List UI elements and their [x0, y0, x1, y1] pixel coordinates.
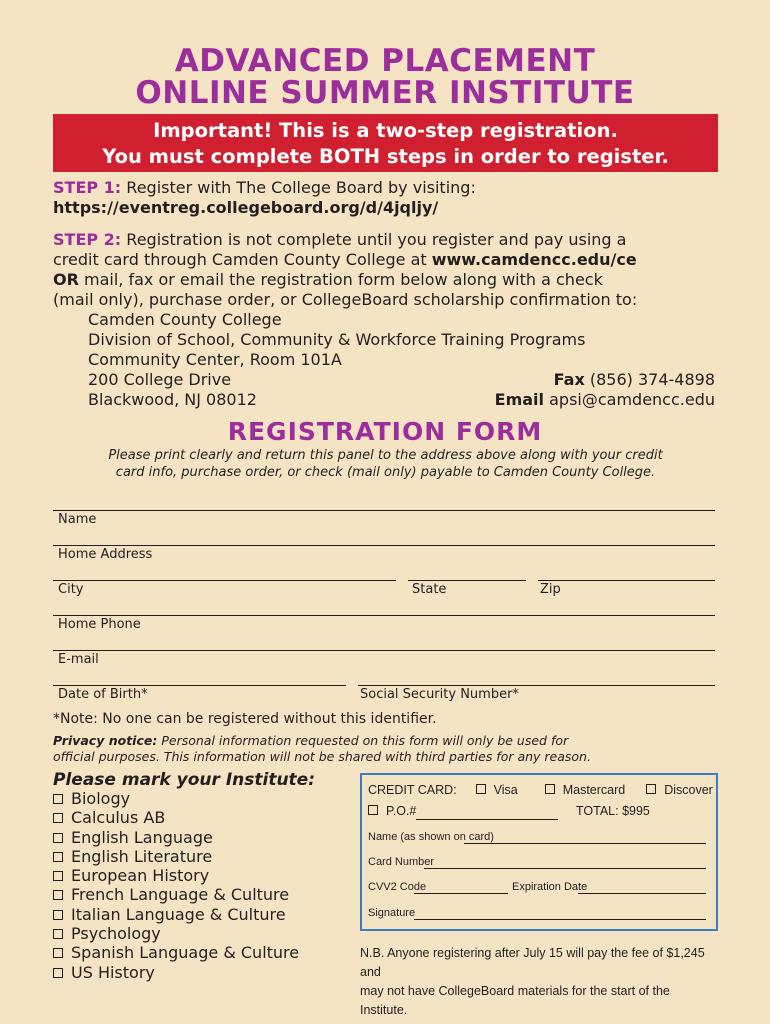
privacy-notice-line1: [53, 733, 718, 749]
step2-url[interactable]: www.camdencc.edu/ce: [431, 250, 637, 269]
total-label: TOTAL: $995: [576, 804, 650, 818]
city-field[interactable]: [53, 580, 396, 581]
credit-card-label: CREDIT CARD:: [368, 783, 457, 797]
banner-line1: Important! This is a two-step registration.: [153, 119, 618, 142]
institute-option-label: English Language: [71, 827, 213, 847]
card-number-field[interactable]: [424, 868, 706, 869]
home-phone-label: Home Phone: [58, 617, 141, 632]
institute-option[interactable]: [53, 866, 299, 885]
dob-field[interactable]: [53, 685, 346, 686]
mastercard-label: Mastercard: [562, 783, 626, 797]
registration-form-title: REGISTRATION FORM: [227, 417, 543, 446]
signature-label: Signature: [368, 907, 416, 919]
email-line: [495, 390, 715, 410]
state-label: State: [412, 582, 447, 597]
credit-card-row: [368, 783, 713, 797]
step2-text3: mail, fax or email the registration form below along with a check: [84, 270, 603, 289]
checkbox-icon[interactable]: [53, 852, 63, 862]
step2-label: STEP 2:: [53, 230, 122, 249]
email-field[interactable]: [53, 650, 715, 651]
checkbox-icon[interactable]: [53, 813, 63, 823]
institute-option[interactable]: [53, 885, 299, 904]
home-phone-field[interactable]: [53, 615, 715, 616]
institute-option-label: Italian Language & Culture: [71, 904, 286, 924]
privacy-text1: Personal information requested on this form will only be used for: [161, 733, 569, 748]
institute-option[interactable]: [53, 789, 299, 808]
institute-option[interactable]: [53, 808, 299, 827]
dob-label: Date of Birth*: [58, 687, 148, 702]
checkbox-icon[interactable]: [53, 929, 63, 939]
state-field[interactable]: [408, 580, 526, 581]
institute-option[interactable]: [53, 963, 299, 982]
banner-line2: You must complete BOTH steps in order to register.: [102, 145, 669, 168]
fax-line: [554, 370, 715, 390]
discover-checkbox-icon[interactable]: [646, 784, 656, 794]
name-on-card-field[interactable]: [464, 843, 706, 844]
expiration-field[interactable]: [578, 893, 706, 894]
po-checkbox-icon[interactable]: [368, 805, 378, 815]
visa-checkbox-icon[interactable]: [476, 784, 486, 794]
home-address-label: Home Address: [58, 547, 153, 562]
email-label: Email: [494, 390, 545, 409]
page-title-line2: ONLINE SUMMER INSTITUTE: [135, 75, 635, 111]
institute-option-label: Calculus AB: [71, 808, 166, 828]
discover-label: Discover: [664, 783, 713, 797]
step1-text: Register with The College Board by visiting:: [126, 178, 476, 197]
ssn-field[interactable]: [358, 685, 715, 686]
institute-option-label: Psychology: [71, 924, 161, 944]
institute-list: [53, 789, 299, 982]
institute-option-label: Spanish Language & Culture: [71, 943, 300, 963]
late-fee-note-line1: N.B. Anyone registering after July 15 will pay the fee of $1,245 and: [360, 946, 705, 979]
checkbox-icon[interactable]: [53, 833, 63, 843]
institute-option-label: US History: [71, 962, 155, 982]
step2-line3: [53, 270, 723, 290]
institute-option[interactable]: [53, 905, 299, 924]
step2-text1: Registration is not complete until you register and pay using a: [126, 230, 627, 249]
step2-line2: [53, 250, 723, 270]
zip-field[interactable]: [538, 580, 715, 581]
address-line3: Community Center, Room 101A: [88, 350, 342, 369]
privacy-text2: official purposes. This information will not be shared with third parties for any reason.: [53, 749, 591, 764]
credit-card-box: [360, 773, 718, 931]
fax-label: Fax: [553, 370, 585, 389]
address-line5: Blackwood, NJ 08012: [88, 390, 257, 409]
checkbox-icon[interactable]: [53, 794, 63, 804]
cvv-field[interactable]: [414, 893, 508, 894]
form-instructions-1: Please print clearly and return this panel to the address above along with your credit: [108, 448, 663, 463]
city-label: City: [58, 582, 84, 597]
ssn-label: Social Security Number*: [360, 687, 519, 702]
institute-option[interactable]: [53, 943, 299, 962]
zip-label: Zip: [540, 582, 561, 597]
checkbox-icon[interactable]: [53, 948, 63, 958]
checkbox-icon[interactable]: [53, 968, 63, 978]
step1-line: [53, 178, 723, 198]
address-line1: Camden County College: [88, 310, 282, 329]
institute-option-label: Biology: [71, 789, 131, 808]
visa-label: Visa: [493, 783, 518, 797]
email-address[interactable]: apsi@camdencc.edu: [549, 390, 715, 409]
institute-heading: Please mark your Institute:: [53, 770, 315, 790]
checkbox-icon[interactable]: [53, 871, 63, 881]
important-banner: [53, 114, 718, 172]
po-label: P.O.#: [386, 804, 417, 818]
institute-option[interactable]: [53, 847, 299, 866]
cvv-label: CVV2 Code: [368, 881, 427, 893]
checkbox-icon[interactable]: [53, 890, 63, 900]
late-fee-note-line2: may not have CollegeBoard materials for the start of the Institute.: [360, 984, 670, 1017]
institute-option-label: European History: [71, 866, 210, 886]
page-title-line1: ADVANCED PLACEMENT: [174, 43, 596, 79]
po-row: [368, 804, 416, 818]
institute-option[interactable]: [53, 924, 299, 943]
institute-option[interactable]: [53, 828, 299, 847]
po-field[interactable]: [416, 819, 558, 820]
late-fee-note: [360, 944, 720, 1020]
step2-text4: (mail only), purchase order, or CollegeBoard scholarship confirmation to:: [53, 290, 638, 309]
mastercard-checkbox-icon[interactable]: [545, 784, 555, 794]
form-instructions-2: card info, purchase order, or check (mail only) payable to Camden County College.: [115, 465, 656, 480]
card-number-label: Card Number: [368, 856, 435, 868]
institute-option-label: English Literature: [71, 846, 213, 866]
identifier-note: *Note: No one can be registered without this identifier.: [53, 711, 437, 727]
address-line2: Division of School, Community & Workforce Training Programs: [88, 330, 586, 349]
step1-url[interactable]: https://eventreg.collegeboard.org/d/4jqljy/: [53, 198, 439, 217]
name-on-card-label: Name (as shown on card): [368, 831, 494, 843]
signature-field[interactable]: [414, 919, 706, 920]
privacy-label: Privacy notice:: [53, 733, 158, 748]
checkbox-icon[interactable]: [53, 910, 63, 920]
step2-line1: [53, 230, 723, 250]
step1-label: STEP 1:: [53, 178, 122, 197]
address-line4: 200 College Drive: [88, 370, 232, 389]
name-label: Name: [58, 512, 97, 527]
expiration-label: Expiration Date: [512, 881, 588, 893]
step2-or: OR: [53, 270, 79, 289]
email-field-label: E-mail: [58, 652, 99, 667]
institute-option-label: French Language & Culture: [71, 885, 290, 905]
fax-number: (856) 374-4898: [589, 370, 715, 389]
name-field[interactable]: [53, 510, 715, 511]
step2-text2: credit card through Camden County College at: [53, 250, 427, 269]
home-address-field[interactable]: [53, 545, 715, 546]
